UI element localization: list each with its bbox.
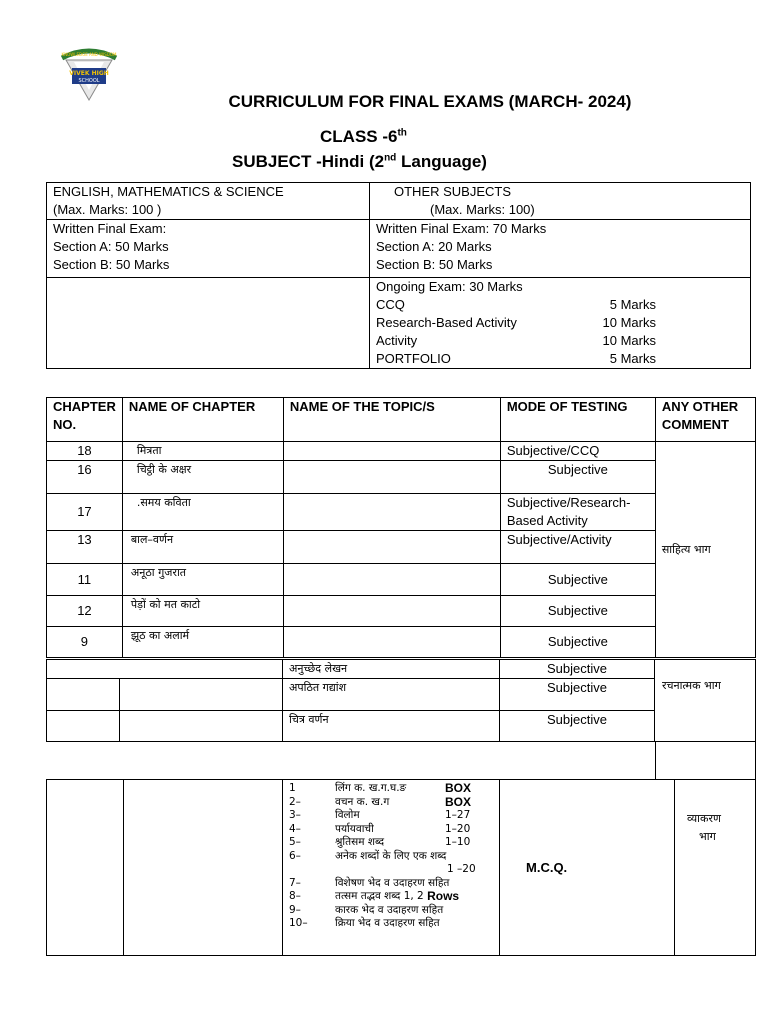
ongoing-name: Research-Based Activity xyxy=(376,315,517,330)
grammar-comment xyxy=(675,780,756,956)
grammar-num xyxy=(289,863,335,877)
grammar-item xyxy=(289,850,493,864)
grammar-item xyxy=(289,809,493,823)
right-written-2: Section B: 50 Marks xyxy=(376,257,493,272)
writing-mode: Subjective xyxy=(500,711,655,742)
right-written xyxy=(370,220,751,278)
mode-cell: Subjective xyxy=(500,461,655,494)
subject-post: Language) xyxy=(396,152,487,171)
topic-cell xyxy=(283,494,500,531)
chapter-no: 12 xyxy=(47,596,123,627)
grammar-comment-1: व्याकरण xyxy=(687,812,721,825)
grammar-item xyxy=(289,796,493,810)
grammar-text: तत्सम तद्भव शब्द 1, 2 xyxy=(335,890,424,902)
subject-pre: SUBJECT -Hindi (2 xyxy=(232,152,385,171)
grammar-item xyxy=(289,890,493,904)
writing-topic: अपठित गद्यांश xyxy=(283,679,500,711)
grammar-num: 8– xyxy=(289,890,301,902)
ongoing-title: Ongoing Exam: 30 Marks xyxy=(376,279,523,294)
chapter-no: 17 xyxy=(47,494,123,531)
subject-sup: nd xyxy=(384,152,397,164)
chapter-name: बाल–वर्णन xyxy=(122,531,283,564)
grammar-mode: M.C.Q. xyxy=(500,780,675,956)
grammar-text: श्रुतिसम शब्द xyxy=(335,836,385,848)
grammar-value: BOX xyxy=(445,781,472,795)
left-head-1: ENGLISH, MATHEMATICS & SCIENCE xyxy=(53,184,284,199)
writing-empty xyxy=(120,679,283,711)
writing-empty xyxy=(120,711,283,742)
writing-mode: Subjective xyxy=(500,679,655,711)
chapter-name: झूठ का अलार्म xyxy=(122,627,283,658)
topic-cell xyxy=(283,531,500,564)
chapter-no: 18 xyxy=(47,442,123,461)
grammar-item xyxy=(289,836,493,850)
chapter-name: मित्रता xyxy=(122,442,283,461)
grammar-value: 1–27 xyxy=(445,809,471,821)
grammar-num: 3– xyxy=(289,809,301,821)
left-written xyxy=(47,220,370,278)
topic-cell xyxy=(283,627,500,658)
left-head-2: (Max. Marks: 100 ) xyxy=(53,202,162,217)
chapter-no: 9 xyxy=(47,627,123,658)
grammar-item xyxy=(289,904,493,918)
grammar-num: 9– xyxy=(289,903,301,916)
grammar-comment-2: भाग xyxy=(699,830,716,843)
class-sup: th xyxy=(397,127,407,139)
left-empty xyxy=(47,278,370,369)
writing-table xyxy=(46,659,756,742)
writing-empty xyxy=(47,711,120,742)
ongoing-row xyxy=(376,332,656,350)
divider-line xyxy=(755,741,756,780)
grammar-text: क्रिया भेद व उदाहरण सहित xyxy=(335,917,440,929)
grammar-text: विशेषण भेद व उदाहरण सहित xyxy=(335,876,450,889)
right-head-2: (Max. Marks: 100) xyxy=(430,202,535,217)
grammar-item xyxy=(289,823,493,837)
chapter-name: चिट्ठी के अक्षर xyxy=(122,461,283,494)
ongoing-marks: 5 Marks xyxy=(609,351,656,366)
grammar-item xyxy=(289,877,493,891)
grammar-value: 1–20 xyxy=(445,822,471,835)
marks-right-head xyxy=(370,183,751,220)
divider-line xyxy=(655,741,656,780)
grammar-num: 7– xyxy=(289,876,301,889)
writing-mode: Subjective xyxy=(500,660,655,679)
writing-empty xyxy=(47,660,283,679)
chapter-no: 11 xyxy=(47,564,123,596)
marks-table xyxy=(46,182,751,369)
literature-comment: साहित्य भाग xyxy=(655,442,755,658)
grammar-num: 1 xyxy=(289,782,296,794)
mode-cell: Subjective/Activity xyxy=(500,531,655,564)
grammar-num: 2– xyxy=(289,795,301,808)
grammar-text xyxy=(335,863,447,877)
ongoing-marks: 10 Marks xyxy=(602,315,656,330)
ongoing-name: PORTFOLIO xyxy=(376,351,451,366)
class-text: CLASS -6 xyxy=(320,127,398,146)
topic-cell xyxy=(283,564,500,596)
syllabus-table xyxy=(46,397,756,658)
grammar-item xyxy=(289,782,493,796)
left-written-1: Section A: 50 Marks xyxy=(53,239,169,254)
grammar-value: Rows xyxy=(427,889,460,903)
writing-comment-top xyxy=(655,660,756,742)
writing-empty xyxy=(47,679,120,711)
left-written-0: Written Final Exam: xyxy=(53,221,167,236)
ongoing-row xyxy=(376,314,656,332)
logo-name: VIVEK HIGH xyxy=(69,70,109,77)
grammar-value: BOX xyxy=(445,794,472,809)
page-title: CURRICULUM FOR FINAL EXAMS (MARCH- 2024) xyxy=(228,92,632,111)
chapter-no: 16 xyxy=(47,461,123,494)
grammar-text: वचन क. ख.ग xyxy=(335,795,390,808)
right-head-1: OTHER SUBJECTS xyxy=(394,184,512,199)
ongoing-marks: 10 Marks xyxy=(602,333,656,348)
writing-topic: चित्र वर्णन xyxy=(283,711,500,742)
grammar-text: कारक भेद व उदाहरण सहित xyxy=(335,903,444,916)
ongoing-name: CCQ xyxy=(376,297,405,312)
chapter-name: अनूठा गुजरात xyxy=(122,564,283,596)
col-chapter-name: NAME OF CHAPTER xyxy=(122,398,283,442)
marks-left-head xyxy=(47,183,370,220)
mode-cell: Subjective xyxy=(500,627,655,658)
grammar-num: 10– xyxy=(289,917,308,929)
grammar-num: 5– xyxy=(289,836,301,848)
mode-cell: Subjective xyxy=(500,564,655,596)
mode-cell: Subjective/Research-Based Activity xyxy=(500,494,655,531)
chapter-no: 13 xyxy=(47,531,123,564)
chapter-name: पेड़ों को मत काटो xyxy=(122,596,283,627)
class-label xyxy=(320,127,407,147)
grammar-item xyxy=(289,863,493,877)
left-written-2: Section B: 50 Marks xyxy=(53,257,170,272)
grammar-text: अनेक शब्दों के लिए एक शब्द xyxy=(335,849,447,862)
topic-cell xyxy=(283,442,500,461)
subject-label xyxy=(232,152,487,172)
grammar-topics xyxy=(283,780,500,956)
grammar-table xyxy=(46,779,756,956)
right-written-1: Section A: 20 Marks xyxy=(376,239,492,254)
right-written-0: Written Final Exam: 70 Marks xyxy=(376,221,547,236)
grammar-num: 6– xyxy=(289,849,301,862)
mode-cell: Subjective xyxy=(500,596,655,627)
col-comment: ANY OTHER COMMENT xyxy=(655,398,755,442)
ongoing-row xyxy=(376,350,656,368)
col-topics: NAME OF THE TOPIC/S xyxy=(283,398,500,442)
writing-comment: रचनात्मक भाग xyxy=(662,679,721,692)
mode-cell: Subjective/CCQ xyxy=(500,442,655,461)
grammar-text: विलोम xyxy=(335,809,360,821)
col-mode: MODE OF TESTING xyxy=(500,398,655,442)
col-chapter-no: CHAPTER NO. xyxy=(47,398,123,442)
logo-motto: KNOWLEDGE AND WISDOM xyxy=(61,52,117,57)
grammar-list xyxy=(289,782,493,931)
ongoing-cell xyxy=(370,278,751,369)
grammar-text: पर्यायवाची xyxy=(335,822,374,835)
grammar-empty xyxy=(47,780,124,956)
ongoing-name: Activity xyxy=(376,333,418,348)
grammar-value: 1 –20 xyxy=(447,863,476,875)
topic-cell xyxy=(283,461,500,494)
grammar-item xyxy=(289,917,493,931)
ongoing-marks: 5 Marks xyxy=(609,297,656,312)
topic-cell xyxy=(283,596,500,627)
writing-topic: अनुच्छेद लेखन xyxy=(283,660,500,679)
chapter-name: .समय कविता xyxy=(122,494,283,531)
logo-school: SCHOOL xyxy=(78,78,100,84)
grammar-value: 1–10 xyxy=(445,836,471,848)
grammar-empty xyxy=(124,780,283,956)
ongoing-row xyxy=(376,296,656,314)
grammar-num: 4– xyxy=(289,822,301,835)
grammar-text: लिंग क. ख.ग.घ.ङ xyxy=(335,782,407,794)
